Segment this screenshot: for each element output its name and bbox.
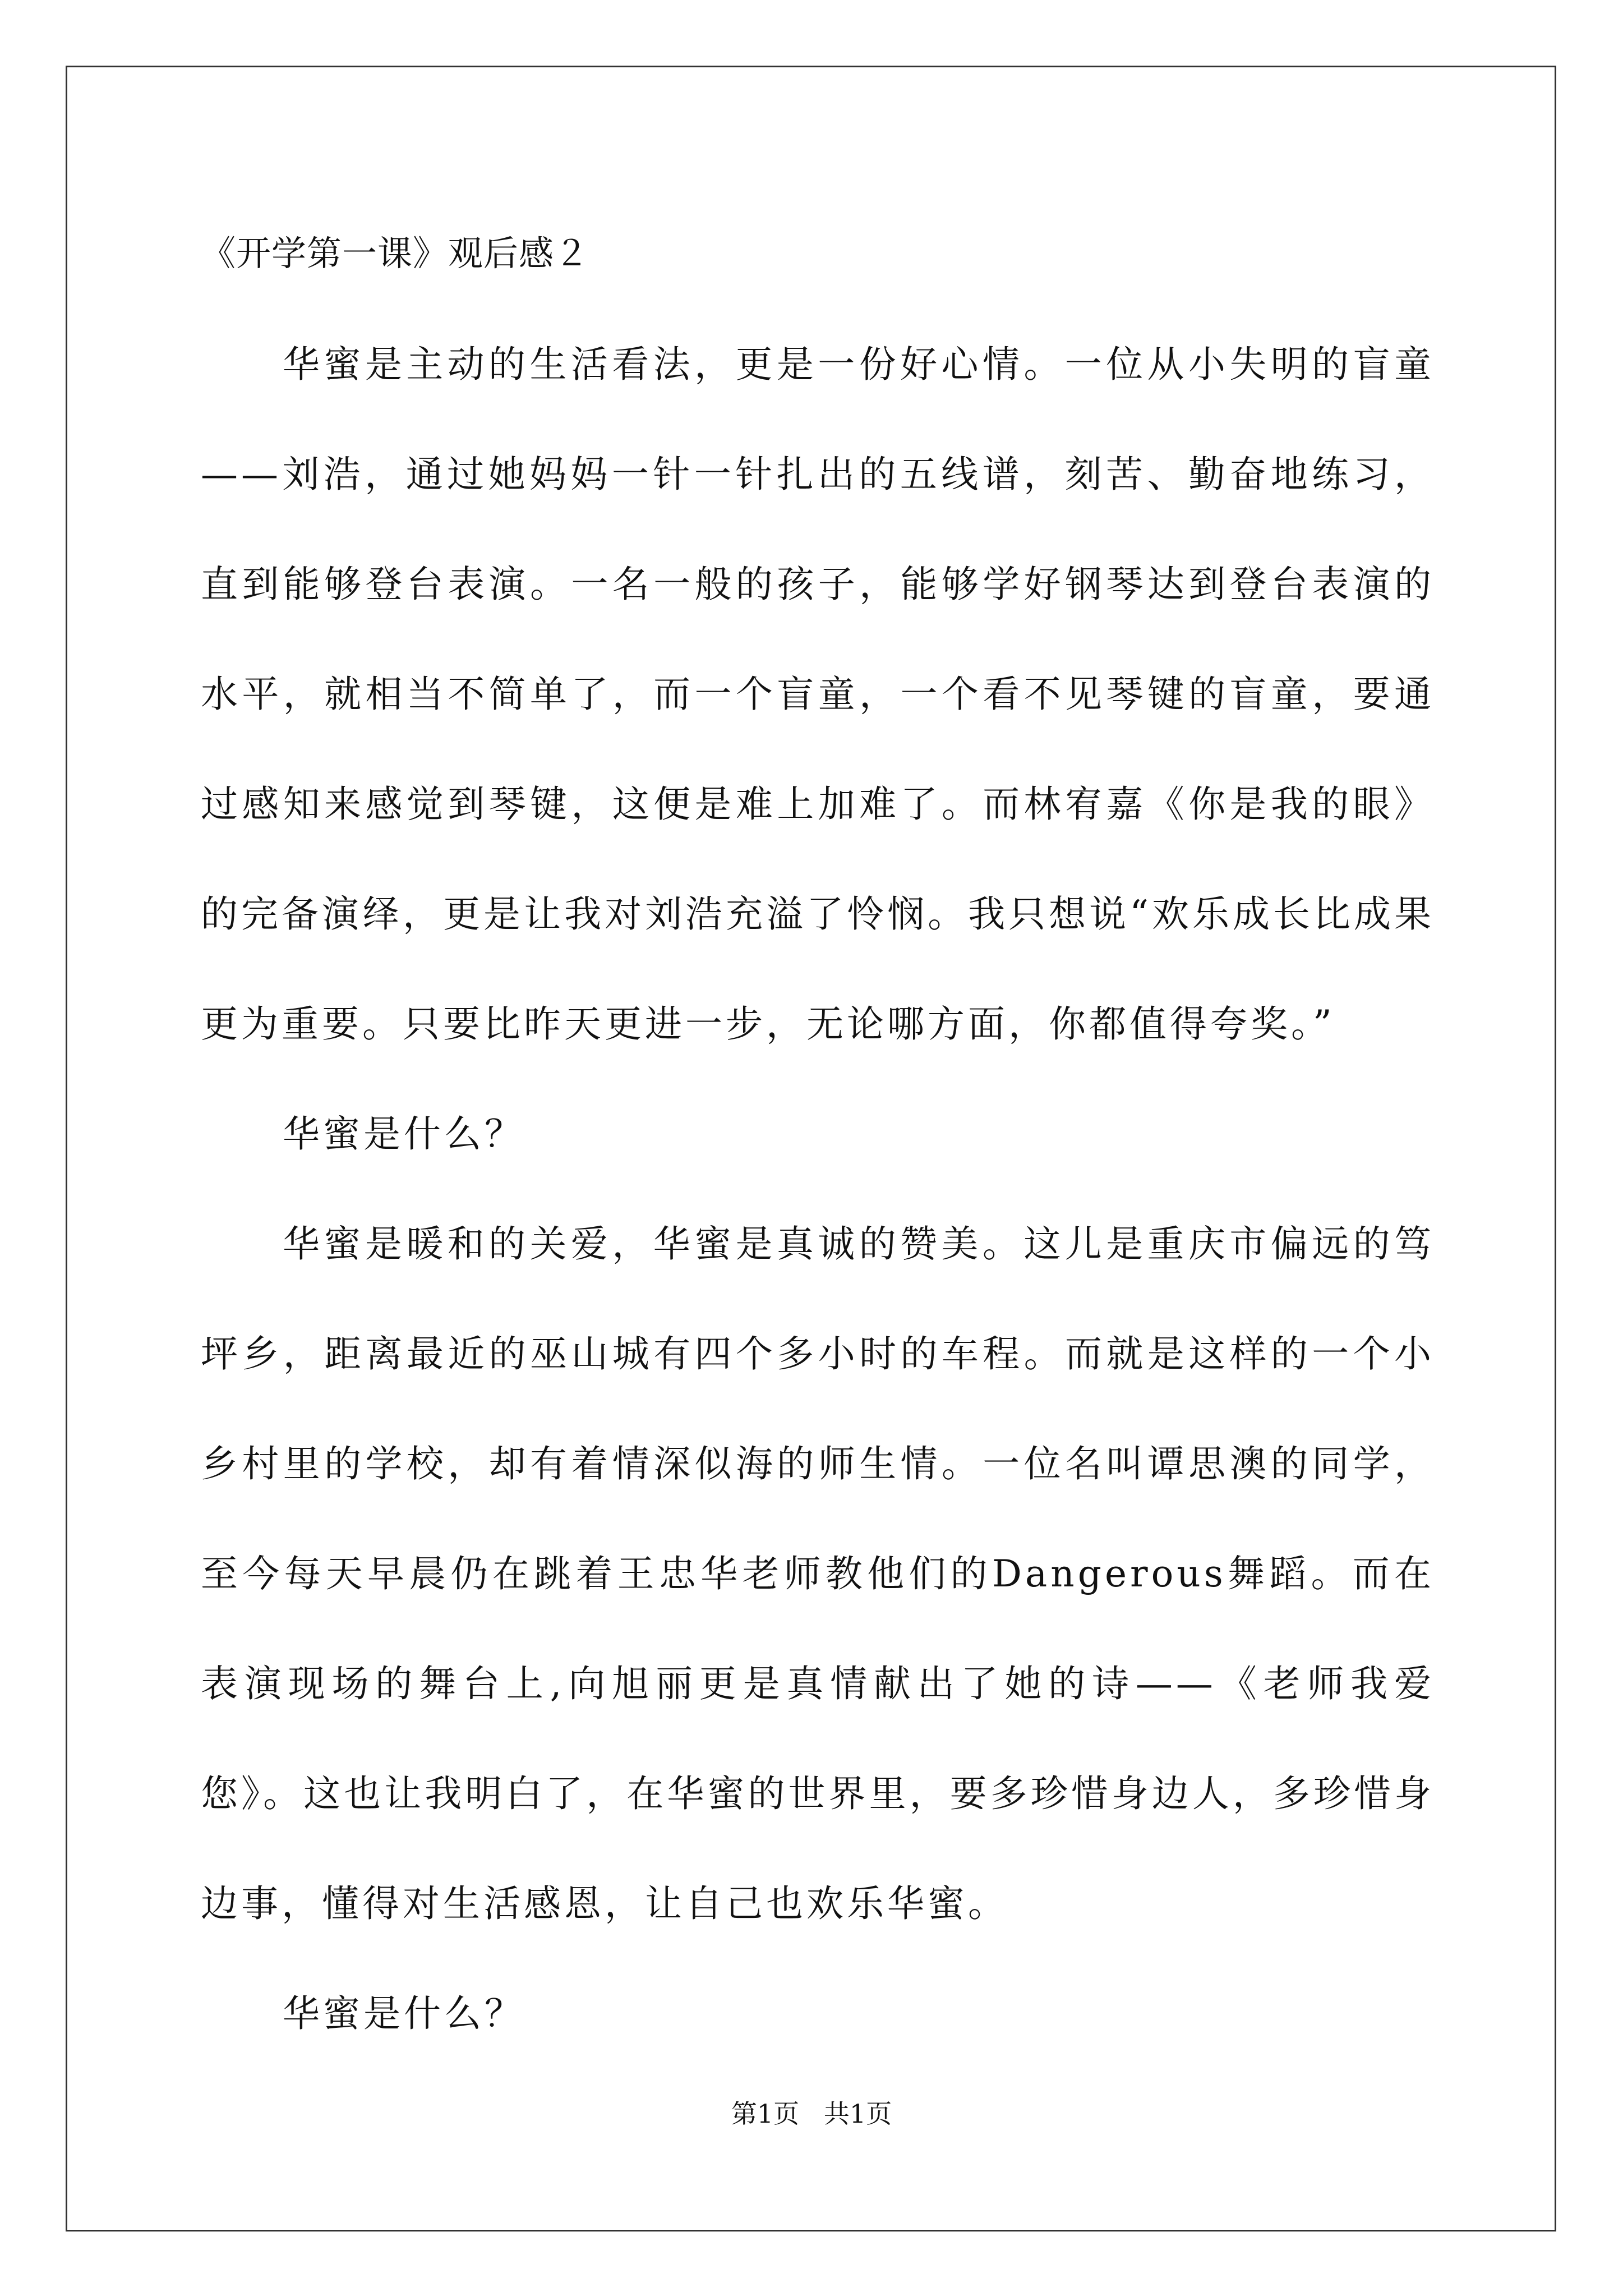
paragraph-question-repeat: 华蜜是什么？ [283,1992,525,2035]
page-number-footer: 第1页 共1页 [731,2099,892,2129]
paragraph-question: 华蜜是什么？ [283,1112,525,1156]
paragraph-blind-child: 华蜜是主动的生活看法，更是一份好心情。一位从小失明的盲童——刘浩，通过她妈妈一针一针扎出的五线谱，刻苦、勤奋地练习，直到能够登台表演。一名一般的孩子，能够学好钢琴达到登台表演的水平，就相当不简单了，而一个盲童，一个看不见琴键的盲童，要通过感知来感觉到琴键，这便是难上加难了。而林宥嘉《你是我的眼》的完备演绎，更是让我对刘浩充溢了怜悯。我只想说“欢乐成长比成果更为重要。只要比昨天更进一步，无论哪方面，你都值得夸奖。” [201,343,1435,1046]
paragraph-teacher-student: 华蜜是暖和的关爱，华蜜是真诚的赞美。这儿是重庆市偏远的笃坪乡，距离最近的巫山城有四个多小时的车程。而就是这样的一个小乡村里的学校，却有着情深似海的师生情。一位名叫谭思澳的同学，至今每天早晨仍在跳着王忠华老师教他们的Dangerous舞蹈。而在表演现场的舞台上,向旭丽更是真情献出了她的诗——《老师我爱您》。这也让我明白了，在华蜜的世界里，要多珍惜身边人，多珍惜身边事，懂得对生活感恩，让自己也欢乐华蜜。 [201,1222,1435,1925]
document-body [201,223,1435,2069]
document-title: 《开学第一课》观后感２ [201,233,590,274]
